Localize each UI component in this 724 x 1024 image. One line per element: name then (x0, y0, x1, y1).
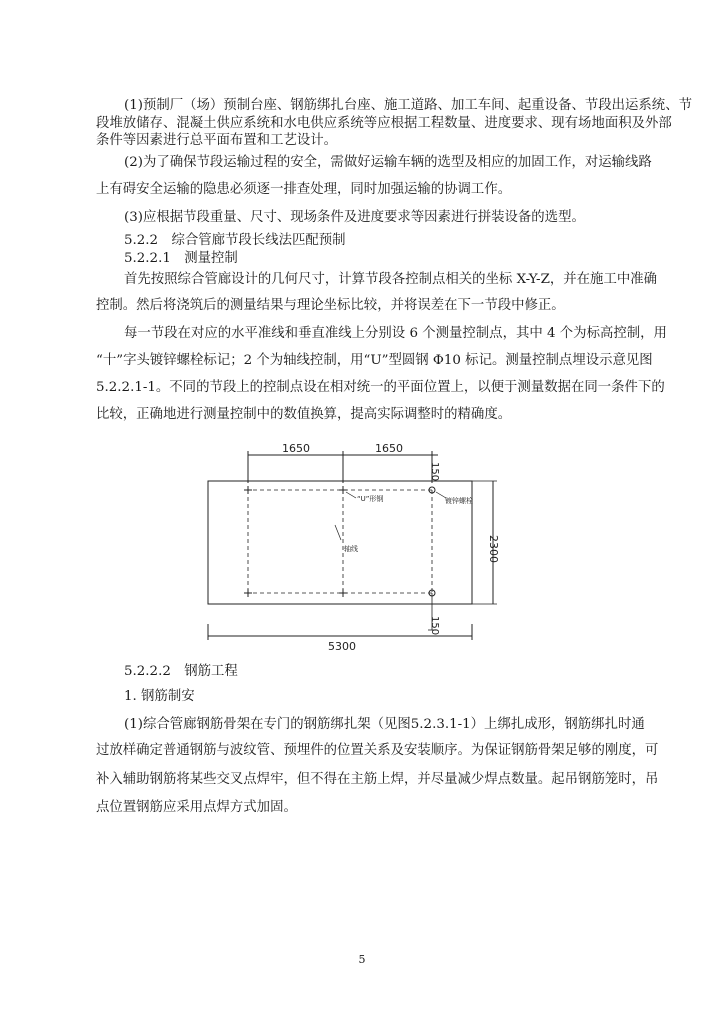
control-point (339, 589, 347, 597)
text-line: 控制。然后将浇筑后的测量结果与理论坐标比较，并将误差在下一节段中修正。 (96, 298, 565, 313)
section-heading: 5.2.2 综合管廊节段长线法匹配预制 (124, 233, 346, 248)
dim-left-label: 1650 (282, 442, 310, 455)
text-line: 每一节段在对应的水平准线和垂直准线上分别设 6 个测量控制点，其中 4 个为标高控制，用 (124, 326, 667, 341)
dim-edge-bottom-label: 150 (429, 616, 440, 636)
text-line: (3)应根据节段重量、尺寸、现场条件及进度要求等因素进行拼装设备的选型。 (124, 210, 585, 225)
text-line: 条件等因素进行总平面布置和工艺设计。 (96, 133, 338, 148)
subsection-heading: 5.2.2.1 测量控制 (124, 251, 238, 266)
text-line: 5.2.2.1-1。不同的节段上的控制点设在相对统一的平面位置上，以便于测量数据在同一条件下的 (96, 380, 665, 395)
subsection-heading: 5.2.2.2 钢筋工程 (124, 664, 238, 679)
u-steel-label: “U”形钢 (357, 495, 384, 503)
text-line: (1)预制厂（场）预制台座、钢筋绑扎台座、施工道路、加工车间、起重设备、节段出运系统、节 (124, 98, 692, 113)
text-line: 比较，正确地进行测量控制中的数值换算，提高实际调整时的精确度。 (96, 407, 512, 422)
page-number: 5 (358, 953, 366, 966)
text-line: 上有碍安全运输的隐患必须逐一排查处理，同时加强运输的协调工作。 (96, 182, 512, 197)
dim-height-label: 2300 (487, 535, 500, 563)
dim-edge-top-label: 150 (429, 462, 440, 482)
text-line: 首先按照综合管廊设计的几何尺寸，计算节段各控制点相关的坐标 X-Y-Z，并在施工中准确 (124, 272, 658, 287)
text-line: 点位置钢筋应采用点焊方式加固。 (96, 800, 297, 815)
bolt-label: 镀锌螺栓 (445, 497, 473, 505)
control-point (244, 486, 252, 494)
text-line: “十”字头镀锌螺栓标记；2 个为轴线控制，用“U”型圆钢 Φ10 标记。测量控制点埋设示意见图 (96, 353, 653, 368)
control-point (339, 486, 347, 494)
control-point (244, 589, 252, 597)
text-line: 段堆放储存、混凝土供应系统和水电供应系统等应根据工程数量、进度要求、现有场地面积及外部 (96, 116, 672, 131)
text-line: (2)为了确保节段运输过程的安全，需做好运输车辆的选型及相应的加固工作，对运输线路 (124, 155, 652, 170)
text-line: 过放样确定普通钢筋与波纹管、预埋件的位置关系及安装顺序。为保证钢筋骨架足够的刚度，可 (96, 743, 659, 758)
dim-right-label: 1650 (375, 442, 403, 455)
dim-total-label: 5300 (328, 640, 356, 653)
item-heading: 1. 钢筋制安 (124, 689, 195, 704)
text-line: 补入辅助钢筋将某些交叉点焊牢，但不得在主筋上焊，并尽量减少焊点数量。起吊钢筋笼时，吊 (96, 772, 659, 787)
axis-label: 轴线 (344, 545, 358, 553)
text-line: (1)综合管廊钢筋骨架在专门的钢筋绑扎架（见图5.2.3.1-1）上绑扎成形，钢筋绑扎时通 (124, 717, 645, 732)
